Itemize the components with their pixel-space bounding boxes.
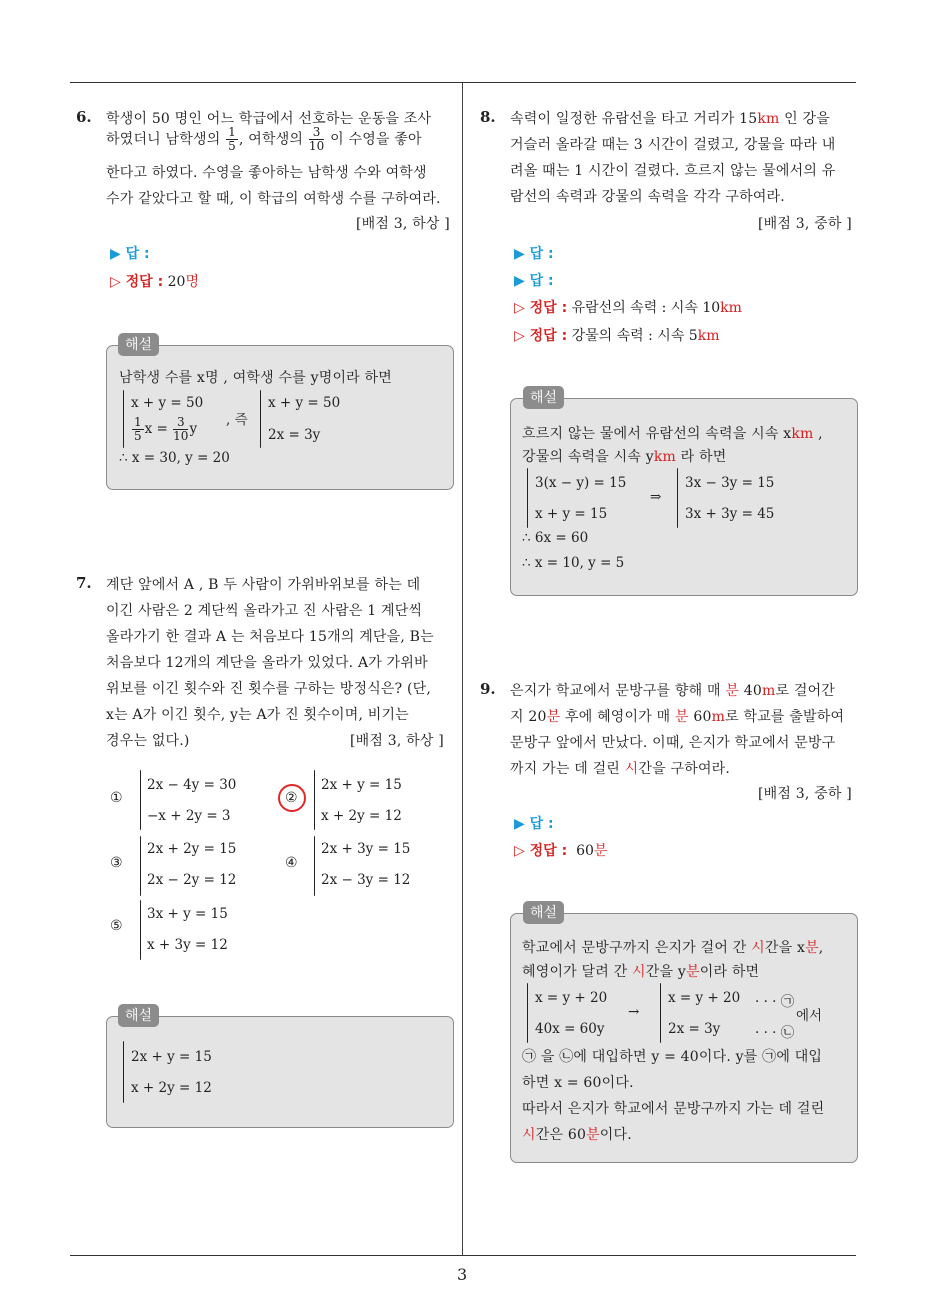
q8-line-2: 거슬러 올라갈 때는 3 시간이 걸렸고, 강물을 따라 내: [510, 137, 836, 153]
q8-eq-3: 3x − 3y = 15: [685, 475, 775, 491]
q6-system-brace-2: [260, 390, 261, 448]
q8-eq-4: 3x + 3y = 45: [685, 506, 775, 522]
q6-solution-tag: 해설: [118, 333, 159, 356]
q8-line-4: 람선의 속력과 강물의 속력을 각각 구하여라.: [510, 189, 785, 205]
q8-solution-step-4: ∴ x = 10, y = 5: [522, 555, 625, 571]
question-9-number: 9.: [480, 680, 496, 698]
q9-solution-line-2: 혜영이가 달려 간 시간을 y분이라 하면: [522, 964, 760, 980]
q9-eq-2: 40x = 60y: [535, 1021, 605, 1037]
q7-line-3: 올라가기 한 결과 A 는 처음보다 15개의 계단을, B는: [106, 629, 434, 645]
q8-correct-answer-2: ▷ 정답 : 강물의 속력 : 시속 5km: [514, 328, 720, 344]
q7-option-5-eq-b: x + 3y = 12: [147, 937, 228, 953]
q7-line-6: x는 A가 이긴 횟수, y는 A가 진 횟수이며, 비기는: [106, 707, 409, 723]
q7-option-2-brace: [314, 770, 315, 830]
column-divider: [462, 83, 463, 1255]
q7-option-1-eq-b: −x + 2y = 3: [147, 808, 231, 824]
q7-option-5-brace: [140, 900, 141, 960]
question-8-number: 8.: [480, 108, 496, 126]
q7-option-5-eq-a: 3x + y = 15: [147, 906, 228, 922]
q8-brace-2: [677, 468, 678, 528]
q9-brace-2: [660, 983, 661, 1043]
q7-option-2[interactable]: ②: [285, 790, 298, 806]
q7-solution-eq-a: 2x + y = 15: [131, 1049, 212, 1065]
q8-solution-line-2: 강물의 속력을 시속 ykm 라 하면: [522, 449, 727, 465]
q6-connector: , 즉: [226, 412, 248, 428]
page-number: 3: [457, 1265, 468, 1284]
q7-line-4: 처음보다 12개의 계단을 올라가 있었다. A가 가위바: [106, 655, 428, 671]
q9-solution-tag: 해설: [523, 901, 564, 924]
q7-option-3-brace: [140, 836, 141, 896]
q8-answer-prompt-1: ▶ 답 :: [514, 246, 554, 262]
q7-line-2: 이긴 사람은 2 계단씩 올라가고 진 사람은 1 계단씩: [106, 603, 423, 619]
q7-solution-box: [106, 1016, 454, 1128]
q6-line-1: 학생이 50 명인 어느 학급에서 선호하는 운동을 조사: [106, 111, 432, 127]
q9-line-1: 은지가 학교에서 문방구를 향해 매 분 40m로 걸어간: [510, 683, 836, 699]
q7-option-2-eq-b: x + 2y = 12: [321, 808, 402, 824]
q7-line-1: 계단 앞에서 A , B 두 사람이 가위바위보를 하는 데: [106, 577, 421, 593]
q6-line-4: 수가 같았다고 할 때, 이 학급의 여학생 수를 구하여라.: [106, 191, 441, 207]
q7-option-2-eq-a: 2x + y = 15: [321, 777, 402, 793]
q9-brace-1: [527, 983, 528, 1043]
q6-eq-3: x + y = 50: [268, 395, 341, 411]
q9-eq-4-marker: · · · ㉡: [755, 1025, 795, 1041]
fraction-male: $\frac{1}{5}$: [228, 125, 236, 153]
q6-answer-prompt: ▶ 답 :: [110, 246, 150, 262]
q8-arrow: ⇒: [650, 489, 662, 505]
q7-option-4-brace: [314, 836, 315, 896]
fraction-female: $\frac{3}{10}$: [308, 125, 325, 153]
q8-eq-1: 3(x − y) = 15: [535, 475, 627, 491]
q7-line-7: 경우는 없다.): [106, 733, 190, 749]
q9-answer-prompt: ▶ 답 :: [514, 816, 554, 832]
bottom-rule: [70, 1255, 856, 1256]
q9-solution-line-3: ㉠ 을 ㉡에 대입하면 y = 40이다. y를 ㉠에 대입: [522, 1049, 823, 1065]
q6-meta: [배점 3, 하상 ]: [356, 216, 450, 232]
q9-eq-1: x = y + 20: [535, 990, 608, 1006]
q6-line-3: 한다고 하였다. 수영을 좋아하는 남학생 수와 여학생: [106, 165, 427, 181]
q9-eq-4: 2x = 3y: [668, 1021, 721, 1037]
q7-option-4[interactable]: ④: [285, 855, 298, 871]
q8-eq-2: x + y = 15: [535, 506, 608, 522]
q7-option-3-eq-a: 2x + 2y = 15: [147, 841, 237, 857]
q9-solution-line-1: 학교에서 문방구까지 은지가 걸어 간 시간을 x분,: [522, 940, 824, 956]
q9-line-2: 지 20분 후에 혜영이가 매 분 60m로 학교를 출발하여: [510, 709, 845, 725]
q7-option-1-eq-a: 2x − 4y = 30: [147, 777, 237, 793]
q9-solution-line-5: 따라서 은지가 학교에서 문방구까지 가는 데 걸린: [522, 1101, 825, 1117]
q8-correct-answer-1: ▷ 정답 : 유람선의 속력 : 시속 10km: [514, 300, 742, 316]
question-7-number: 7.: [76, 574, 92, 592]
q9-line-4: 까지 가는 데 걸린 시간을 구하여라.: [510, 761, 731, 777]
q6-eq-2: $\frac{1}{5}$ x = $\frac{3}{10}$ y: [134, 415, 198, 443]
q6-solution-result: ∴ x = 30, y = 20: [119, 450, 230, 466]
q8-meta: [배점 3, 중하 ]: [758, 216, 852, 232]
q9-solution-line-6: 시간은 60분이다.: [522, 1127, 632, 1143]
q9-line-3: 문방구 앞에서 만났다. 이때, 은지가 학교에서 문방구: [510, 735, 836, 751]
q6-correct-answer: ▷ 정답 : 20명: [110, 274, 199, 290]
q9-eq-3: x = y + 20: [668, 990, 741, 1006]
q9-eq-3-marker: · · · ㉠: [755, 994, 795, 1010]
q8-solution-step-3: ∴ 6x = 60: [522, 530, 589, 546]
q7-option-5[interactable]: ⑤: [110, 918, 123, 934]
q8-answer-prompt-2: ▶ 답 :: [514, 273, 554, 289]
q8-solution-line-1: 흐르지 않는 물에서 유람선의 속력을 시속 xkm ,: [522, 426, 823, 442]
q6-solution-line-1: 남학생 수를 x명 , 여학생 수를 y명이라 하면: [119, 370, 392, 386]
q7-option-1-brace: [140, 770, 141, 830]
q7-option-3-eq-b: 2x − 2y = 12: [147, 872, 237, 888]
q9-solution-line-4: 하면 x = 60이다.: [522, 1075, 634, 1091]
q6-eq-1: x + y = 50: [131, 395, 204, 411]
top-rule: [70, 82, 856, 83]
q6-eq-4: 2x = 3y: [268, 427, 321, 443]
q6-line-2: 하였더니 남학생의 $\frac{1}{5}$ , 여학생의 $\frac{3}{10}$ 이 수영을 좋아: [106, 125, 422, 153]
q7-solution-eq-b: x + 2y = 12: [131, 1080, 212, 1096]
q8-solution-tag: 해설: [523, 386, 564, 409]
q9-arrow: →: [628, 1004, 640, 1020]
question-6-number: 6.: [76, 108, 92, 126]
q9-correct-answer: ▷ 정답 : 60분: [514, 843, 608, 859]
q6-system-brace-1: [123, 390, 124, 448]
q7-solution-brace: [123, 1041, 124, 1103]
q7-option-4-eq-a: 2x + 3y = 15: [321, 841, 411, 857]
q8-line-1: 속력이 일정한 유람선을 타고 거리가 15km 인 강을: [510, 111, 830, 127]
q7-line-5: 위보를 이긴 횟수와 진 횟수를 구하는 방정식은? (단,: [106, 681, 432, 697]
q8-brace-1: [527, 468, 528, 528]
q9-eseo: 에서: [796, 1008, 823, 1024]
q7-option-1[interactable]: ①: [110, 790, 123, 806]
q9-meta: [배점 3, 중하 ]: [758, 786, 852, 802]
q7-solution-tag: 해설: [118, 1004, 159, 1027]
q7-option-3[interactable]: ③: [110, 855, 123, 871]
q7-meta: [배점 3, 하상 ]: [350, 733, 444, 749]
q7-option-4-eq-b: 2x − 3y = 12: [321, 872, 411, 888]
q8-line-3: 려올 때는 1 시간이 걸렸다. 흐르지 않는 물에서의 유: [510, 163, 836, 179]
